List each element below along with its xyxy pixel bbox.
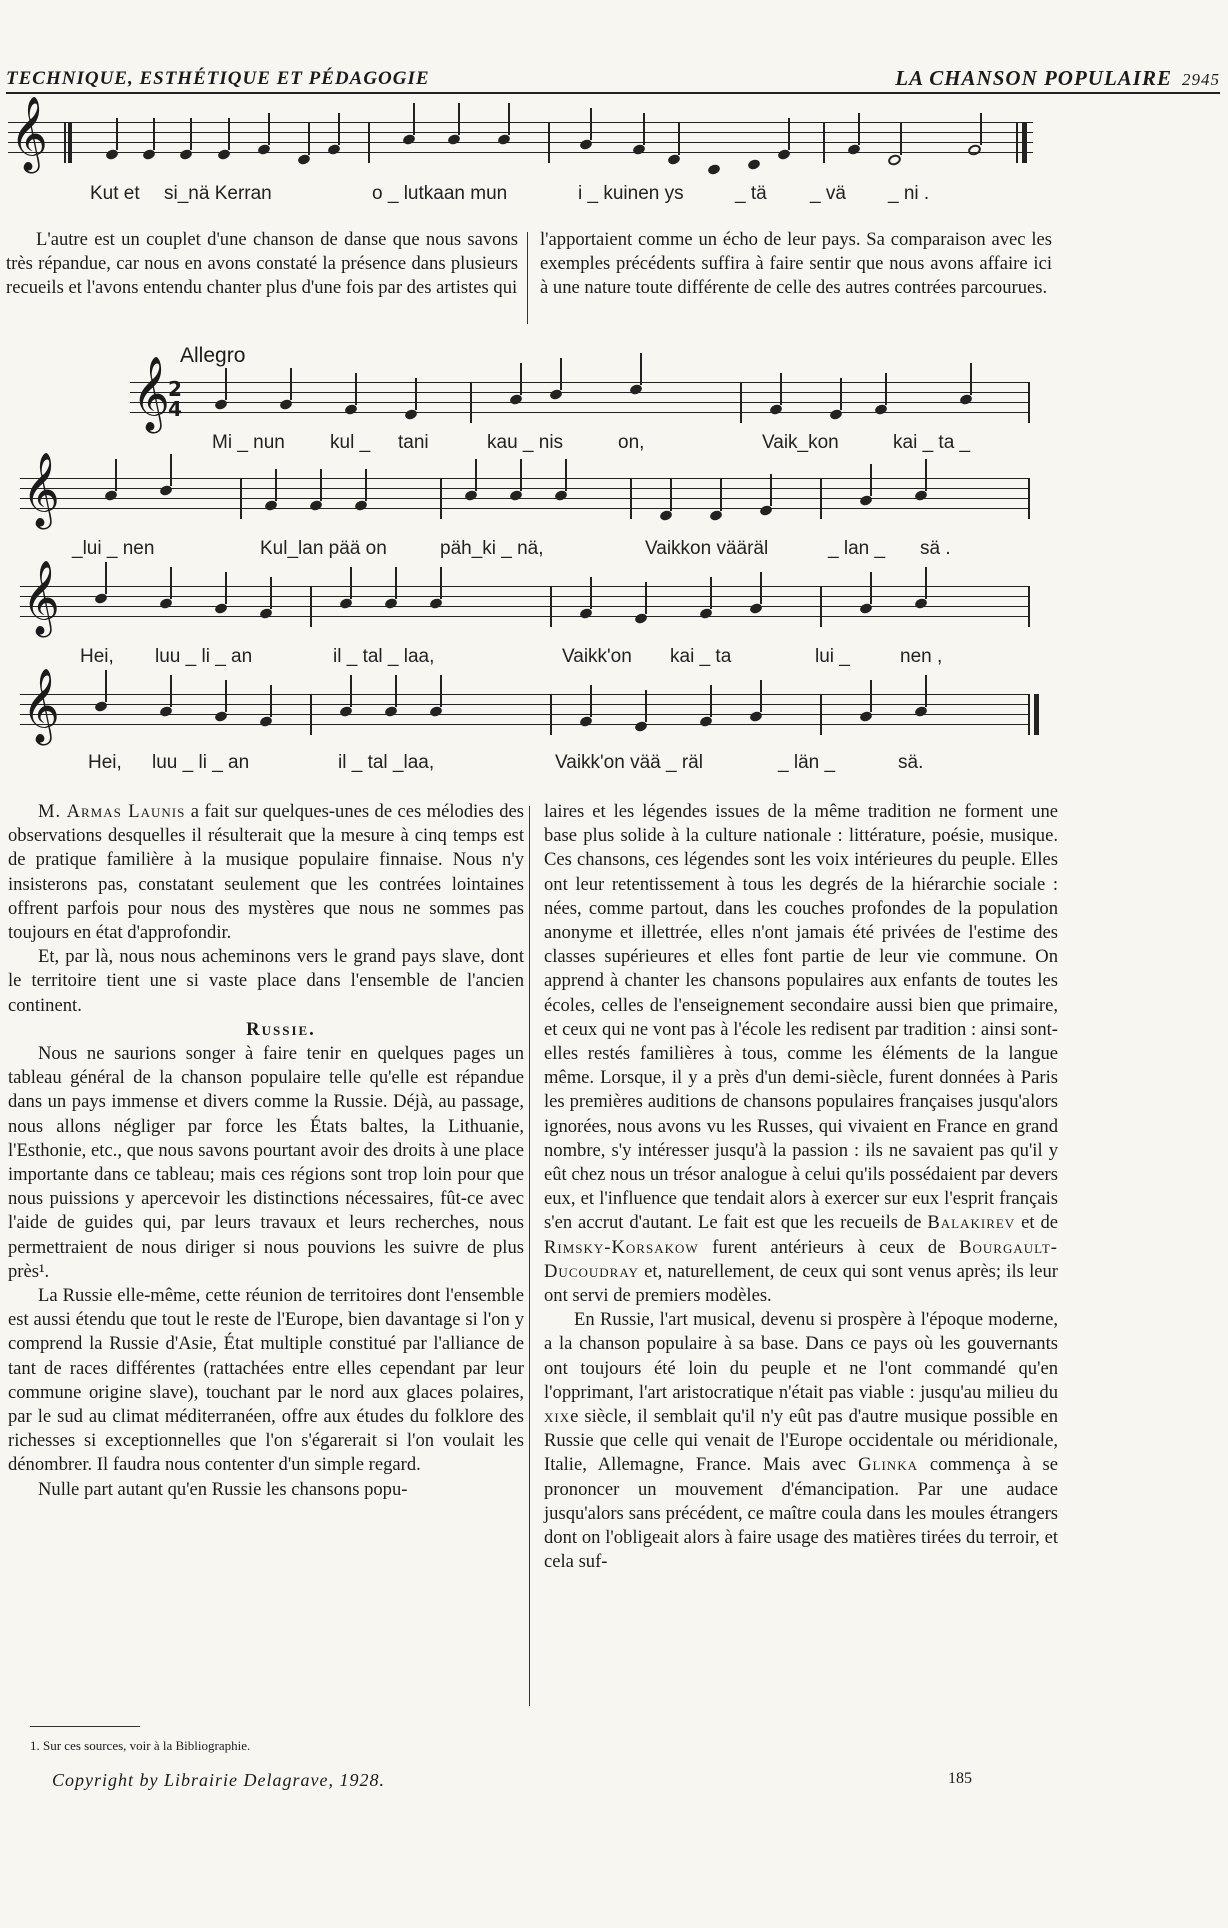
lyric: päh_ki _ nä, (440, 538, 544, 559)
name-glinka: Glinka (858, 1454, 918, 1476)
header-left-title: TECHNIQUE, ESTHÉTIQUE ET PÉDAGOGIE (6, 68, 430, 89)
lyric: il _ tal _ laa, (333, 646, 435, 667)
text-run: e siècle, il semblait qu'il n'y eût pas d'autre musique possible en Russie que celle qui venait de l'Europe occidentale ou méridionale, Italie, Allemagne, France. Mais avec (544, 1406, 1058, 1476)
footnote-rule (30, 1726, 140, 1727)
name-balakirev: Balakirev (927, 1212, 1016, 1234)
treble-clef-icon: 𝄞 (22, 453, 60, 527)
text-run: commença à se prononcer un mouvement d'émancipation. Par une audace jusqu'alors sans précédent, ce maître coula dans les moules étrangers dont on l'obligeait alors à faire usage des matières tirées du terroir, et cela suf- (544, 1454, 1059, 1573)
copyright-line: Copyright by Librairie Delagrave, 1928. (52, 1770, 385, 1790)
intro-left-paragraph: L'autre est un couplet d'une chanson de danse que nous savons très répandue, car nous en avons constaté la présence dans plusieurs recueils et l'avons entendu chanter plus d'une fois par des artistes qui (6, 229, 518, 299)
paragraph-nulle-part: Nulle part autant qu'en Russie les chansons popu- (38, 1478, 408, 1500)
lyric: _ ni . (888, 183, 930, 204)
music-1-lyrics (0, 183, 1228, 209)
music-staff-4 (20, 561, 1030, 635)
century-numeral: xix (544, 1406, 571, 1428)
lyric: _ län _ (778, 752, 836, 773)
lyric: lui _ (815, 646, 850, 667)
lyric: i _ kuinen ys (578, 183, 684, 204)
signature-mark: 185 (948, 1770, 972, 1787)
lyric: on, (618, 432, 645, 453)
header-chapter-title: LA CHANSON POPULAIRE (895, 66, 1172, 90)
author-name: M. Armas Launis (38, 801, 186, 822)
paragraph-russie: La Russie elle-même, cette réunion de territoires dont l'ensemble est aussi étendu que tout le reste de l'Europe, bien davantage si l'on y comprend la Russie d'Asie, État multiple constitué par l'alliance de tant de races différentes (rattachées entre elles cependant par leur commune origine slave), touchant par le nord aux glaces polaires, par le sud au climat méditerranéen, offre aux études du folklore des richesses si exceptionnelles que l'on s'égarerait si l'on voulait les dénombrer. Il faudra nous contenter d'un simple regard. (8, 1285, 524, 1476)
text-run: furent antérieurs à ceux de (698, 1236, 960, 1258)
lyric: sä . (920, 538, 951, 559)
lyric: _ tä (735, 183, 767, 204)
lyric: Kut et (90, 183, 140, 204)
music-staff-1 (8, 97, 1033, 171)
lyric: luu _ li _ an (155, 646, 253, 667)
intro-right-paragraph: l'apportaient comme un écho de leur pays. Sa comparaison avec les exemples précédents suffira à faire sentir que nous avons affaire ici à une nature toute différente de celle des autres contrées parcourues. (540, 229, 1052, 299)
music-staff-5 (20, 669, 1030, 743)
treble-clef-icon: 𝄞 (132, 357, 170, 431)
paragraph-slave: Et, par là, nous nous acheminons vers le grand pays slave, dont le territoire tient une si vaste place dans l'ensemble de l'ancien continent. (8, 946, 524, 1016)
running-header (6, 62, 1220, 94)
name-bourgault-ducoudray: Bourgault-Ducoudray (544, 1236, 1058, 1282)
treble-clef-icon: 𝄞 (22, 669, 60, 743)
lyric: kau _ nis (487, 432, 564, 453)
lyric: kai _ ta (670, 646, 732, 667)
treble-clef-icon: 𝄞 (22, 561, 60, 635)
lyric: Hei, (80, 646, 114, 667)
lyric: o _ lutkaan mun (372, 183, 508, 204)
paragraph-text: a fait sur quelques-unes de ces mélodies des observations desquelles il résulterait que la mesure à cinq temps est de pratique familière à la musique populaire finnaise. Nous n'y insisterons pas, constatant seulement que les contrées lointaines offrent parfois pour nous des mystères que nous ne sommes pas toujours en état d'approfondir. (8, 801, 524, 944)
lyric: sä. (898, 752, 924, 773)
text-run: et de (1015, 1212, 1059, 1234)
lyric: kul _ (330, 432, 371, 453)
music-staff-2 (130, 357, 1030, 431)
intro-right-column (540, 228, 1052, 301)
tempo-marking: Allegro (180, 344, 246, 367)
lyric: nen , (900, 646, 943, 667)
music-2-staff-4-lyrics (0, 752, 1228, 778)
treble-clef-icon: 𝄞 (10, 97, 48, 171)
column-divider (529, 806, 530, 1706)
lyric: Mi _ nun (212, 432, 285, 453)
text-run: et, naturellement, de ceux qui sont venus après; ils leur ont servi de premiers modèles. (544, 1260, 1058, 1307)
lyric: Hei, (88, 752, 122, 773)
footnote: 1. Sur ces sources, voir à la Bibliographie. (30, 1738, 251, 1753)
paragraph-art-musical (544, 1308, 1058, 1574)
header-right-title (895, 66, 1220, 91)
right-text-column (544, 800, 1058, 1575)
lyric: _lui _ nen (72, 538, 155, 559)
paragraph-chansons (544, 800, 1058, 1308)
lyric: tani (398, 432, 429, 453)
time-signature: 2 4 (168, 377, 182, 421)
music-staff-3 (20, 453, 1030, 527)
page-number: 2945 (1182, 70, 1220, 89)
lyric: si_nä Kerran (164, 183, 272, 204)
lyric: _ lan _ (828, 538, 886, 559)
section-heading-russie: Russie. (246, 1018, 316, 1040)
music-2-staff-3-lyrics (0, 646, 1228, 672)
paragraph-launis (8, 800, 524, 945)
text-run: laires et les légendes issues de la même tradition ne forment une base plus solide à la culture nationale : littérature, poésie, musique. Ces chansons, ces légendes sont les voix intérieures du peuple. Elles ont leur retentissement à tous les degrés de la hiérarchie sociale : nées, comme partout, dans les couches profondes de la population anonyme et illettrée, elles n'ont jamais été privées de l'estime des classes supérieures et elles font partie de leur vie commune. On apprend à chanter les chansons populaires aux enfants de toutes les écoles, celles de l'enseignement secondaire aussi bien que primaire, et ceux qui ne vont pas à l'école les redisent par tradition : ainsi sont-elles restés familières à tous, comme les éléments de la langue même. Lorsque, il y a près d'un demi-siècle, furent données à Paris les premières auditions de chansons populaires françaises jusqu'alors ignorées, nous avons vu les Russes, qui vivaient en France en grand nombre, s'y intéresser jusqu'à la passion : ils ne savaient pas qu'il y eût chez nous un trésor analogue à celui qu'ils possédaient par devers eux, et l'influence que tendait alors à exercer sur eux l'esprit français s'en accrut d'autant. Le fait est que les recueils de (544, 801, 1058, 1234)
lyric: kai _ ta _ (893, 432, 971, 453)
lyric: il _ tal _laa, (338, 752, 435, 773)
lyric: Vaik_kon (762, 432, 839, 453)
intro-left-column (6, 228, 518, 301)
left-text-column (8, 800, 524, 1502)
name-rimsky-korsakow: Rimsky-Korsakow (544, 1236, 699, 1258)
lyric: luu _ li _ an (152, 752, 250, 773)
lyric: Vaikk'on vää _ räl (555, 752, 703, 773)
lyric: _ vä (810, 183, 846, 204)
music-2-staff-1-lyrics (0, 432, 1228, 458)
lyric: Kul_lan pää on (260, 538, 387, 559)
text-run: En Russie, l'art musical, devenu si prospère à l'époque moderne, a la chanson populaire à sa base. Dans ce pays où les gouvernants ont toujours été loin du peuple et ne l'ont commandé qu'en l'opprimant, l'art aristocratique n'était pas viable : jusqu'au milieu du (544, 1309, 1058, 1403)
lyric: Vaikk'on (562, 646, 632, 667)
lyric: Vaikkon vääräl (645, 538, 769, 559)
column-divider (527, 232, 528, 324)
paragraph-tableau: Nous ne saurions songer à faire tenir en quelques pages un tableau général de la chanson populaire telle qu'elle est répandue dans un pays immense et divers comme la Russie. Déjà, au passage, nous allons négliger par force les États baltes, la Lithuanie, l'Esthonie, etc., que nous savons pourtant avoir des droits à une place importante dans ce tableau; mais ces régions sont trop loin pour que nous puissions y apercevoir les distinctions nécessaires, fût-ce avec l'aide de guides qui, par leurs travaux et leurs recherches, nous permettraient de nous diriger si nous pouvions les suivre de plus près¹. (8, 1043, 524, 1282)
music-2-staff-2-lyrics (0, 538, 1228, 564)
